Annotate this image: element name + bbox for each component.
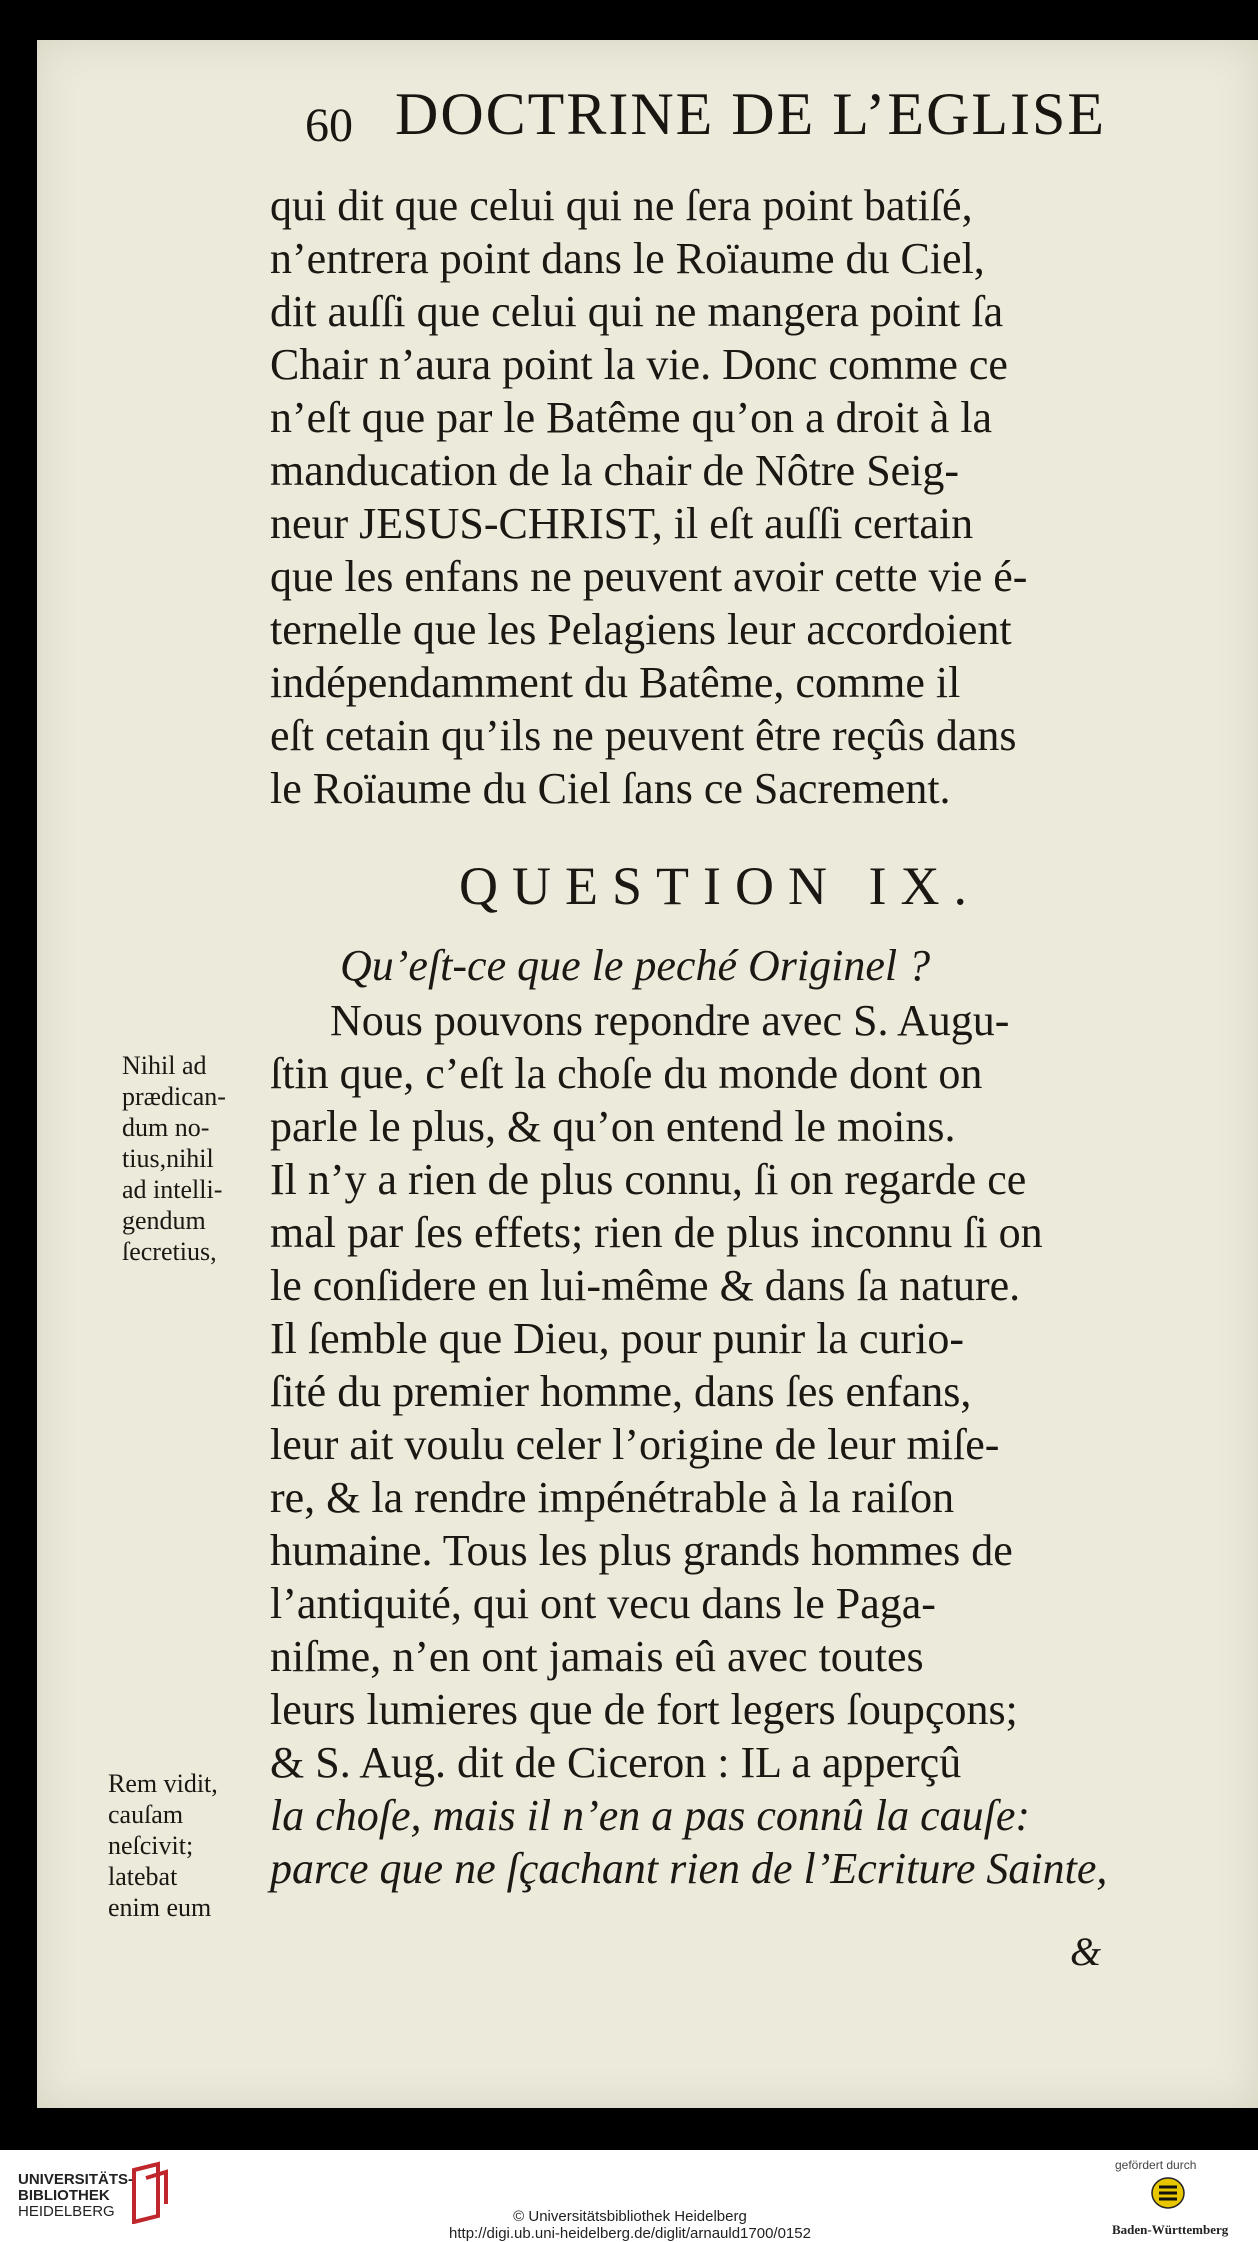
answer-line: ſité du premier homme, dans ſes enfans, [270,1367,972,1416]
answer-line: Il ſemble que Dieu, pour punir la curio- [270,1314,965,1363]
text-line: que les enfans ne peuvent avoir cette vie é- [270,552,1028,601]
answer-line: leur ait voulu celer l’origine de leur miſe- [270,1420,1000,1469]
answer-line: la choſe, mais il n’en a pas connû la cauſe: [270,1791,1031,1840]
margin-note-line: latebat [108,1862,178,1891]
library-logo-icon [128,2160,172,2224]
page-number: 60 [305,99,353,152]
answer-line: parle le plus, & qu’on entend le moins. [270,1102,956,1151]
answer-line: niſme, n’en ont jamais eû avec toutes [270,1632,924,1681]
coat-of-arms-icon [1150,2176,1186,2210]
answer-line: Nous pouvons repondre avec S. Augu- [330,996,1010,1045]
margin-note-line: prædican- [122,1082,226,1111]
text-line: ternelle que les Pelagiens leur accordoient [270,605,1012,654]
margin-note-line: Rem vidit, [108,1769,218,1798]
text-line: eſt cetain qu’ils ne peuvent être reçûs dans [270,711,1017,760]
margin-note-line: ad intelli- [122,1175,223,1204]
margin-note-rem [108,1768,218,1923]
text-line: n’entrera point dans le Roïaume du Ciel, [270,234,985,283]
answer-line: Il n’y a rien de plus connu, ſi on regarde ce [270,1155,1027,1204]
text-line: neur JESUS-CHRIST, il eſt auſſi certain [270,499,974,548]
permalink-url[interactable]: http://digi.ub.uni-heidelberg.de/diglit/arnauld1700/0152 [449,2225,811,2242]
logo-line: BIBLIOTHEK [18,2187,110,2204]
text-line: le Roïaume du Ciel ſans ce Sacrement. [270,764,951,813]
logo-line: UNIVERSITÄTS- [18,2171,134,2188]
text-line: dit auſſi que celui qui ne mangera point ſa [270,287,1004,336]
question-heading: QUESTION IX. [459,856,981,916]
text-line: indépendamment du Batême, comme il [270,658,961,707]
text-line: n’eſt que par le Batême qu’on a droit à la [270,393,993,442]
sponsor-name: Baden-Württemberg [1112,2222,1229,2237]
margin-note-nihil [122,1050,226,1267]
answer-line: parce que ne ſçachant rien de l’Ecriture Sainte, [270,1844,1108,1893]
margin-note-line: enim eum [108,1893,212,1922]
answer-line: le conſidere en lui-même & dans ſa nature. [270,1261,1021,1310]
catchword: & [1070,1929,1102,1974]
margin-note-line: tius,nihil [122,1144,214,1173]
question-subtitle: Qu’eſt-ce que le peché Originel ? [340,941,931,990]
answer-line: re, & la rendre impénétrable à la raiſon [270,1473,955,1522]
answer-line: l’antiquité, qui ont vecu dans le Paga- [270,1579,936,1628]
copyright-block [380,2208,880,2242]
answer-line: leurs lumieres que de fort legers ſoupçons; [270,1685,1018,1734]
logo-line: HEIDELBERG [18,2203,115,2220]
margin-note-line: neſcivit; [108,1831,194,1860]
text-line: Chair n’aura point la vie. Donc comme ce [270,340,1008,389]
body-text [270,180,1170,1980]
answer-line: mal par ſes effets; rien de plus inconnu ſi on [270,1208,1043,1257]
margin-note-line: cauſam [108,1800,184,1829]
text-line: manducation de la chair de Nôtre Seig- [270,446,960,495]
running-title: DOCTRINE DE L’EGLISE [395,81,1107,147]
margin-note-line: ſecretius, [122,1237,217,1266]
copyright-text: © Universitätsbibliothek Heidelberg [513,2208,747,2225]
margin-note-line: dum no- [122,1113,210,1142]
text-line: qui dit que celui qui ne ſera point batiſé, [270,181,973,230]
margin-note-line: Nihil ad [122,1051,207,1080]
answer-line: ſtin que, c’eſt la choſe du monde dont on [270,1049,983,1098]
running-head [305,80,1107,172]
answer-line: & S. Aug. dit de Ciceron : IL a apperçû [270,1738,962,1787]
library-logo-text [18,2172,133,2220]
answer-line: humaine. Tous les plus grands hommes de [270,1526,1013,1575]
sponsor-label: gefördert durch [1115,2158,1197,2172]
margin-note-line: gendum [122,1206,206,1235]
